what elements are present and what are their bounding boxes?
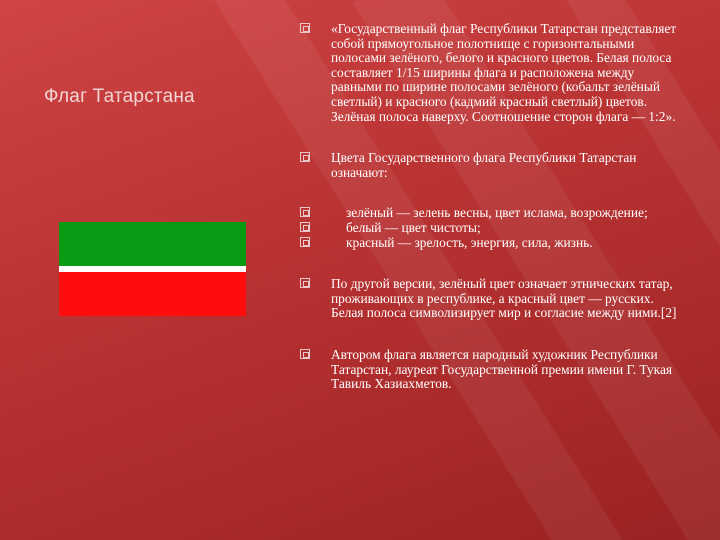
list-item-text: По другой версии, зелёный цвет означает этнических татар, проживающих в республике, а красный цвет — русских. Белая полоса символизирует мир и согласие между ними.[2] (331, 276, 677, 321)
bullet-list (300, 22, 680, 392)
list-item-text: белый — цвет чистоты; (346, 219, 481, 235)
list-item-text: «Государственный флаг Республики Татарстан представляет собой прямоугольное полотнище с горизонтальными полосами зелёного, белого и красного цветов. Белая полоса составляет 1/15 ширины флага и расположена между равными по ширине полосами зелёного (кобальт зелёный светлый) и красного (кадмий красный светлый) цветов. Зелёная полоса наверху. Соотношение сторон флага — 1:2». (331, 21, 677, 124)
list-item (300, 22, 680, 124)
list-item (300, 206, 680, 221)
square-bullet-icon (300, 278, 310, 288)
list-item (300, 348, 680, 392)
tatarstan-flag-image (59, 222, 246, 316)
square-bullet-icon (300, 237, 310, 247)
square-bullet-icon (300, 349, 310, 359)
list-item (300, 221, 680, 236)
list-item-text: Автором флага является народный художник Республики Татарстан, лауреат Государственной премии имени Г. Тукая Тавиль Хазиахметов. (331, 346, 673, 392)
flag-green-stripe (59, 222, 246, 266)
slide-title: Флаг Татарстана (44, 86, 195, 107)
list-item-text: красный — зрелость, энергия, сила, жизнь. (346, 234, 593, 250)
list-item (300, 151, 680, 180)
square-bullet-icon (300, 222, 310, 232)
square-bullet-icon (300, 152, 310, 162)
square-bullet-icon (300, 207, 310, 217)
square-bullet-icon (300, 23, 310, 33)
list-item (300, 277, 680, 321)
list-item (300, 236, 680, 251)
flag-red-stripe (59, 272, 246, 316)
list-item-text: Цвета Государственного флага Республики Татарстан означают: (331, 150, 637, 180)
list-item-text: зелёный — зелень весны, цвет ислама, возрождение; (346, 205, 648, 221)
